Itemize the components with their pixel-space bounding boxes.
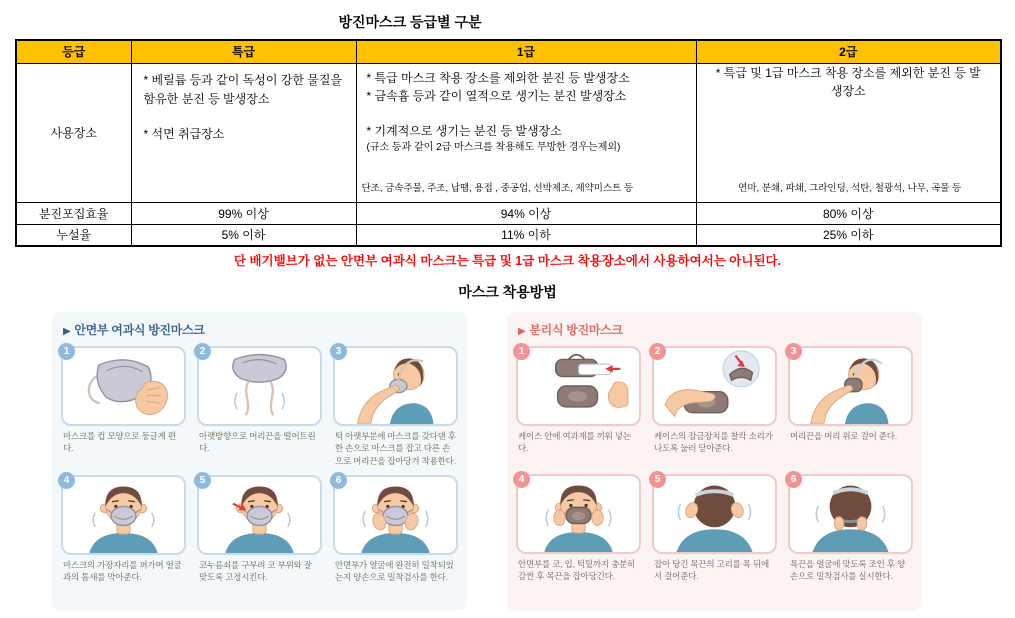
step-number-badge: 5 — [194, 472, 211, 489]
step-card — [652, 474, 777, 554]
left-step-1 — [61, 346, 186, 473]
left-panel-title-text: 안면부 여과식 방진마스크 — [74, 323, 205, 337]
step-number-badge: 6 — [785, 471, 802, 488]
step-caption: 목끈을 얼굴에 맞도록 조인 후 양손으로 밀착검사를 실시한다. — [790, 559, 905, 582]
step-card — [333, 346, 458, 426]
left-panel-title — [63, 321, 458, 338]
usage-grade1-item: * 특급 마스크 착용 장소를 제외한 분진 등 발생장소 — [366, 70, 630, 85]
step-illustration-mask-to-chin — [335, 348, 456, 424]
usage-grade1-examples: 단조, 금속주물, 주조, 납땜, 용접 , 중공업, 선박제조, 제약미스트 등 — [361, 182, 634, 194]
leakage-label: 누설율 — [16, 224, 131, 246]
right-step-4 — [516, 474, 641, 600]
step-number-badge: 4 — [58, 472, 75, 489]
step-illustration-seal-check — [335, 477, 456, 553]
right-step-5 — [652, 474, 777, 600]
leakage-grade2: 25% 이하 — [696, 224, 1001, 246]
step-illustration-nose-clip — [199, 477, 320, 553]
leakage-row — [16, 224, 1001, 246]
step-number-badge: 2 — [649, 343, 666, 360]
right-panel-title — [518, 321, 913, 338]
usage-row-label: 사용장소 — [16, 63, 131, 202]
efficiency-special: 99% 이상 — [131, 202, 356, 224]
step-illustration-tighten-seal-check — [790, 476, 911, 552]
filtering-facepiece-panel — [52, 312, 467, 611]
left-steps-grid — [61, 346, 458, 601]
step-card — [333, 475, 458, 555]
step-caption: 코누름쇠를 구부려 코 부위와 잘 맞도록 고정시킨다. — [199, 559, 312, 583]
usage-grade2-examples: 연마, 분쇄, 파쇄, 그라인딩, 석탄, 철광석, 나무, 곡물 등 — [738, 183, 962, 195]
efficiency-label: 분진포집효율 — [16, 202, 131, 224]
arrow-right-icon: ▶ — [63, 326, 71, 337]
header-grade1: 1급 — [356, 40, 696, 63]
step-illustration-cup-mask-in-hand — [63, 348, 184, 424]
left-step-3 — [333, 346, 458, 473]
step-caption: 안면부를 코, 입, 턱밑까지 충분히 감싼 후 목끈을 잡아당긴다. — [518, 559, 636, 582]
left-step-2 — [197, 346, 322, 473]
step-caption: 턱 아랫부분에 마스크를 갖다댄 후 한 손으로 마스크를 잡고 다른 손으로 머리끈을 잡아당겨 착용한다. — [335, 431, 456, 466]
step-illustration-pull-neck-strap — [518, 476, 639, 552]
step-caption: 마스크를 컵 모양으로 둥글게 편다. — [63, 431, 176, 454]
step-number-badge: 2 — [194, 343, 211, 360]
warning-note: 단 배기밸브가 없는 안면부 여과식 마스크는 특급 및 1급 마스크 착용장소에서 사용하여서는 아니된다. — [233, 254, 782, 268]
step-card — [788, 474, 913, 554]
arrow-right-icon: ▶ — [518, 326, 526, 337]
step-card — [516, 346, 641, 426]
usage-grade2-cell — [696, 63, 1001, 202]
step-caption: 마스크의 가장자리를 펴가며 얼굴과의 틈새를 막아준다. — [63, 559, 182, 583]
step-caption: 아랫방향으로 머리끈을 떨어트린다. — [199, 431, 316, 454]
step-card — [61, 346, 186, 426]
step-number-badge: 1 — [513, 343, 530, 360]
step-illustration-insert-filter — [518, 348, 639, 424]
step-caption: 케이스 안에 여과재를 끼워 넣는다. — [518, 431, 631, 454]
table-header-row — [16, 40, 1001, 63]
leakage-special: 5% 이하 — [131, 224, 356, 246]
step-number-badge: 6 — [330, 472, 347, 489]
usage-grade1-cell — [356, 63, 696, 202]
header-special: 특급 — [131, 40, 356, 63]
separable-mask-panel — [507, 312, 922, 611]
right-step-3 — [788, 346, 913, 472]
left-step-5 — [197, 475, 322, 601]
efficiency-row — [16, 202, 1001, 224]
efficiency-grade1: 94% 이상 — [356, 202, 696, 224]
usage-special-cell — [131, 63, 356, 202]
step-card — [516, 474, 641, 554]
header-grade: 등급 — [16, 40, 131, 63]
right-panel-title-text: 분리식 방진마스크 — [529, 323, 623, 337]
step-card — [197, 346, 322, 426]
usage-special-item: * 베릴륨 등과 같이 독성이 강한 물질을 함유한 분진 등 발생장소 — [143, 72, 343, 106]
step-number-badge: 4 — [513, 471, 530, 488]
step-illustration-click-lock — [654, 348, 775, 424]
usage-row — [16, 63, 1001, 202]
left-step-4 — [61, 475, 186, 601]
left-step-6 — [333, 475, 458, 601]
step-card — [652, 346, 777, 426]
wear-panels — [52, 312, 1015, 611]
step-illustration-hook-behind-neck — [654, 476, 775, 552]
step-illustration-fit-edges — [63, 477, 184, 553]
step-illustration-straps-down — [199, 348, 320, 424]
right-step-1 — [516, 346, 641, 472]
wear-section-title: 마스크 착용방법 — [458, 284, 557, 300]
efficiency-grade2: 80% 이상 — [696, 202, 1001, 224]
step-card — [197, 475, 322, 555]
step-caption: 안면부가 얼굴에 완전히 밀착되었는지 양손으로 밀착검사를 한다. — [335, 559, 454, 583]
right-step-2 — [652, 346, 777, 472]
usage-grade1-note: (규소 등과 같이 2급 마스크를 착용해도 무방한 경우는제외) — [366, 142, 621, 154]
right-step-6 — [788, 474, 913, 600]
leakage-grade1: 11% 이하 — [356, 224, 696, 246]
step-card — [61, 475, 186, 555]
usage-grade1-item: * 금속흄 등과 같이 열적으로 생기는 분진 발생장소 — [366, 89, 627, 104]
step-caption: 잡아 당긴 목끈의 고리를 목 뒤에서 걸어준다. — [654, 559, 769, 582]
step-number-badge: 1 — [58, 343, 75, 360]
step-number-badge: 5 — [649, 471, 666, 488]
usage-grade2-item: * 특급 및 1급 마스크 착용 장소를 제외한 분진 등 발생장소 — [715, 65, 981, 98]
step-caption: 케이스의 잠금장치를 찰칵 소리가 나도록 눌러 닫아준다. — [654, 431, 773, 454]
step-number-badge: 3 — [785, 343, 802, 360]
usage-grade1-item: * 기계적으로 생기는 분진 등 발생장소 — [366, 123, 562, 138]
table-title: 방진마스크 등급별 구분 — [338, 14, 482, 30]
step-number-badge: 3 — [330, 343, 347, 360]
step-illustration-strap-over-head — [790, 348, 911, 424]
right-steps-grid — [516, 346, 913, 600]
usage-special-item: * 석면 취급장소 — [143, 126, 225, 141]
step-card — [788, 346, 913, 426]
step-caption: 머리끈을 머리 위로 걸어 준다. — [790, 431, 897, 441]
grade-table — [15, 39, 1002, 247]
header-grade2: 2급 — [696, 40, 1001, 63]
